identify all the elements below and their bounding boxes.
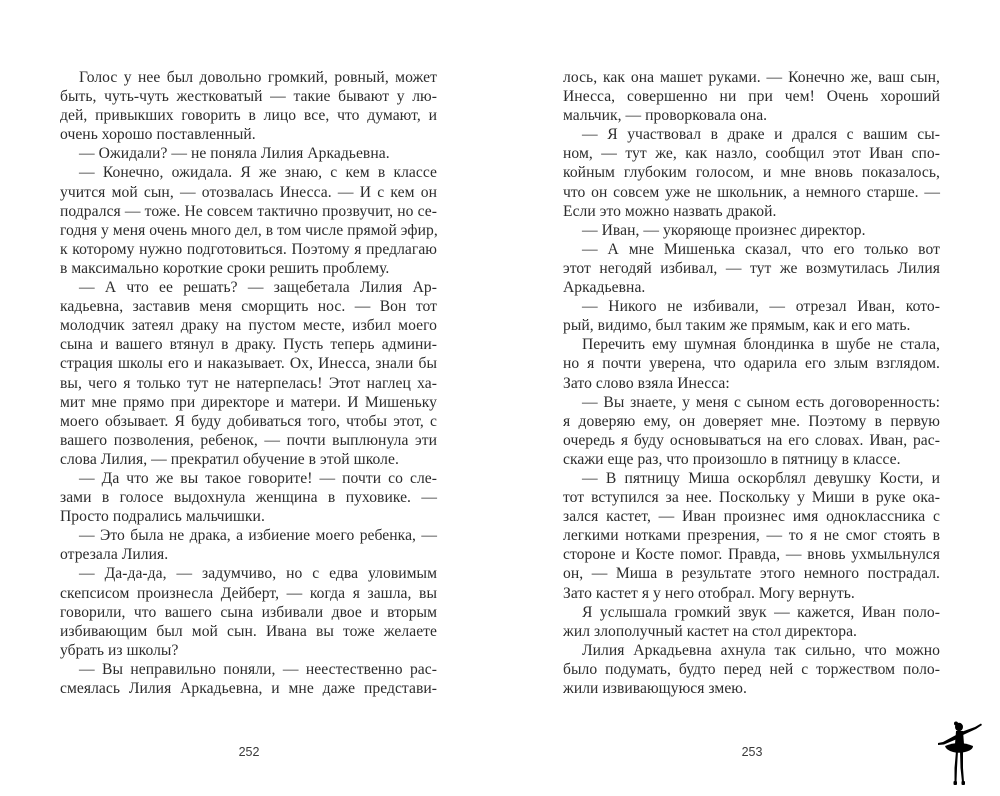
text-line: Просто подрались мальчишки. [60,508,265,526]
right-page-number: 253 [741,745,763,759]
text-line: Зато кастет я у него отобрал. Могу вернуть. [563,584,855,602]
text-line: молодчик затеял драку на пустом месте, избил моего [60,317,437,335]
text-line: Перечить ему шумная блондинка в шубе не стала, [582,336,940,354]
text-line: лось, как она машет руками. — Конечно же, ваш сын, [563,69,940,86]
text-line: легкими нотками презрения, — то я не смог стоять в [563,527,940,545]
text-line: дей, привыкших говорить в лицо все, что думают, и [60,107,437,125]
text-line: он, — Миша в результате этого немного пострадал. [563,565,940,583]
text-line: годня у меня очень много дел, в том числе прямой эфир, [60,221,438,239]
text-line: — В пятницу Миша оскорблял девушку Кости, и [582,469,940,487]
text-line: жил злополучный кастет на стол директора. [563,622,857,640]
text-line: мальчик, — проворковала она. [563,107,768,125]
text-line: быть, чуть-чуть жестковатый — такие бывают у лю- [60,88,437,106]
left-page-number: 252 [238,745,260,759]
text-line: — Никого не избивали, — отрезал Иван, кото- [582,298,940,316]
text-line: мит мне прямо при директоре и матери. И Мишеньку [60,393,437,411]
text-line: учится мой сын, — отозвалась Инесса. — И с кем он [60,183,437,201]
text-line: избивающим был мой сын. Ивана вы тоже желаете [60,622,437,640]
text-line: Аркадьевна. [563,279,646,297]
text-line: слова Лилия, — прекратил обучение в этой школе. [60,450,399,468]
text-line: — А мне Мишенька сказал, что его только вот [582,240,940,258]
text-line: — Я участвовал в драке и дрался с вашим сы- [582,126,940,144]
text-line: отрезала Лилия. [60,546,169,564]
text-line: очень хорошо поставленный. [60,126,256,144]
ballerina-icon [935,718,991,790]
text-line: в максимально короткие сроки решить проблему. [60,259,390,277]
text-line: рый, видимо, был таким же прямым, как и его мать. [563,317,911,335]
text-line: — Да что же вы такое говорите! — почти со сле- [79,469,437,487]
text-line: тот вступился за нее. Поскольку у Миши в руке ока- [563,489,940,507]
text-line: зался кастет, — Иван произнес имя одноклассника с [563,508,940,526]
text-line: было подумать, будто перед ней с торжеством поло- [563,660,940,678]
text-line: что он совсем уже не школьник, а немного старше. — [563,183,940,201]
text-line: — Конечно, ожидала. Я же знаю, с кем в классе [79,164,437,182]
text-line: скепсисом произнесла Дейберт, — когда я зашла, вы [60,584,437,602]
text-line: Зато слово взяла Инесса: [563,374,730,392]
text-line: вы, чего я только тут не натерпелась! Этот наглец ха- [60,374,437,392]
text-line: — Вы знаете, у меня с сыном есть договоренность: [582,393,940,411]
text-line: — Это была не драка, а избиение моего ребенка, — [79,527,437,545]
text-line: кадьевна, заставив меня сморщить нос. — Вон тот [60,298,437,316]
left-page-text [60,68,437,698]
text-line: страция школы его и наказывает. Ох, Инесса, знали бы [60,355,437,373]
text-line: Инесса, совершенно ни при чем! Очень хороший [563,88,940,106]
text-line: я доверяю ему, он доверяет мне. Поэтому в первую [563,412,940,430]
text-line: — Иван, — укоряюще произнес директор. [582,221,866,239]
text-line: убрать из школы? [60,641,179,659]
text-line: ном, — тут же, как назло, сообщил этот Иван спо- [563,145,940,163]
text-line: Лилия Аркадьевна ахнула так сильно, что можно [582,641,940,659]
text-line: к которому нужно подготовиться. Поэтому я предлагаю [60,240,437,258]
text-line: скажи еще раз, что произошло в пятницу в классе. [563,450,901,468]
text-line: вашего позволения, ребенок, — почти выплюнула эти [60,431,437,449]
text-line: этот негодяй избивал, — тут же возмутилась Лилия [563,259,940,277]
text-line: Если это можно назвать дракой. [563,202,777,220]
text-line: — А что ее решать? — защебетала Лилия Ар- [79,279,437,297]
text-line: Я услышала громкий звук — кажется, Иван поло- [582,603,940,621]
text-line: сына и вашего втянул в драку. Пусть теперь админи- [60,336,437,354]
text-line: но я почти уверена, что одарила его злым взглядом. [563,355,940,373]
text-line: Голос у нее был довольно громкий, ровный, может [79,69,437,86]
text-line: говорили, что вашего сына избивали двое и вторым [60,603,437,621]
text-line: — Да-да-да, — задумчиво, но с едва уловимым [79,565,437,583]
text-line: моего обзывает. Я буду добиваться того, чтобы этот, с [60,412,437,430]
text-line: — Ожидали? — не поняла Лилия Аркадьевна. [79,145,390,163]
text-line: подрался — тоже. Не совсем тактично прозвучит, но се- [60,202,437,220]
text-line: жили извивающуюся змею. [563,680,747,697]
text-line: смеялась Лилия Аркадьевна, и мне даже представи- [60,680,437,697]
text-line: — Вы неправильно поняли, — неестественно рас- [79,660,437,678]
text-line: стороне и Косте помог. Правда, — вновь ухмыльнулся [563,546,940,564]
text-line: койным глубоким голосом, и мне вновь показалось, [563,164,940,182]
text-line: очередь я буду основываться на его словах. Иван, рас- [563,431,940,449]
right-page-text [563,68,940,698]
text-line: зами в голосе выдохнула женщина в пуховике. — [60,489,437,507]
